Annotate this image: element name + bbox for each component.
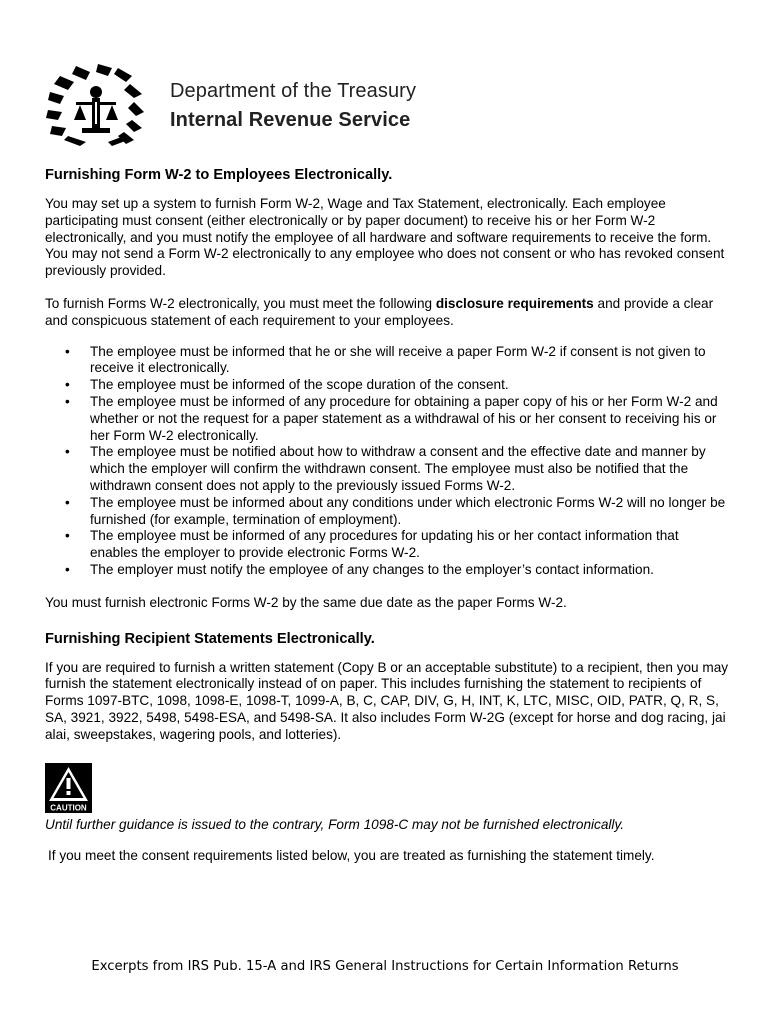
paragraph-w2-intro: You may set up a system to furnish Form W-2, Wage and Tax Statement, electronically. Each employee participating must consent (either electronically or by paper document) to receive his or her Form W-2 electronically, and you must notify the employee of all hardware and software requirements to receive the form. You may not send a Form W-2 electronically to any employee who does not consent or who has revoked consent previously provided.	[45, 196, 725, 279]
caution-note: Until further guidance is issued to the contrary, Form 1098-C may not be furnished electronically.	[45, 817, 625, 832]
irs-eagle-seal-icon	[46, 62, 146, 146]
list-item	[45, 444, 730, 494]
list-item	[45, 394, 730, 444]
list-item-text: The employee must be informed that he or she will receive a paper Form W-2 if consent is not given to receive it electronically.	[90, 343, 706, 376]
department-name: Department of the Treasury	[170, 80, 417, 102]
list-item-text: The employee must be informed of the scope duration of the consent.	[90, 377, 509, 393]
agency-name: Internal Revenue Service	[170, 109, 411, 131]
list-item	[45, 528, 730, 562]
paragraph-consent-timely: If you meet the consent requirements listed below, you are treated as furnishing the statement timely.	[48, 848, 655, 863]
list-item-text: The employee must be informed of any procedures for updating his or her contact information that enables the employer to provide electronic Forms W-2.	[90, 528, 679, 561]
list-item-text: The employee must be informed about any conditions under which electronic Forms W-2 will no longer be furnished (for example, termination of employment).	[90, 494, 726, 527]
paragraph-disclosure	[45, 296, 730, 330]
list-item-text: The employee must be notified about how to withdraw a consent and the effective date and manner by which the employer will confirm the withdrawn consent. The employee must also be notified that the withdrawn consent does not apply to the previously issued Forms W-2.	[90, 444, 706, 493]
list-item	[45, 562, 730, 579]
list-item-text: The employer must notify the employee of any changes to the employer’s contact information.	[90, 561, 654, 577]
bullet-icon: •	[65, 444, 70, 460]
caution-warning-icon	[45, 763, 92, 813]
paragraph-disclosure-start: To furnish Forms W-2 electronically, you must meet the following	[45, 295, 436, 311]
list-item	[45, 344, 730, 378]
bullet-icon: •	[65, 561, 70, 577]
bullet-icon: •	[65, 494, 70, 510]
bullet-icon: •	[65, 393, 70, 409]
paragraph-disclosure-end: and provide a clear and conspicuous statement of each requirement to your employees.	[45, 295, 714, 328]
disclosure-list	[45, 344, 730, 579]
section-title-recipient-statements: Furnishing Recipient Statements Electronically.	[45, 630, 375, 647]
section-title-w2: Furnishing Form W-2 to Employees Electronically.	[45, 167, 393, 183]
list-item	[45, 495, 730, 529]
bullet-icon: •	[65, 377, 70, 393]
bullet-icon: •	[65, 343, 70, 359]
caution-label: CAUTION	[50, 803, 87, 813]
paragraph-due-date: You must furnish electronic Forms W-2 by the same due date as the paper Forms W-2.	[45, 594, 567, 610]
page-footer: Excerpts from IRS Pub. 15-A and IRS General Instructions for Certain Information Returns	[91, 959, 679, 974]
letterhead	[46, 62, 466, 148]
list-item	[45, 377, 730, 394]
disclosure-requirements-bold: disclosure requirements	[435, 295, 594, 311]
main-content	[45, 166, 730, 744]
paragraph-recipient-statements: If you are required to furnish a written statement (Copy B or an acceptable substitute) to a recipient, then you may furnish the statement electronically instead of on paper. This includes furnishing the statement to recipients of Forms 1097-BTC, 1098, 1098-E, 1098-T, 1099-A, B, C, CAP, DIV, G, H, INT, K, LTC, MISC, OID, PATR, Q, R, S, SA, 3921, 3922, 5498, 5498-ESA, and 5498-SA. It also includes Form W-2G (except for horse and dog racing, jai alai, sweepstakes, wagering pools, and lotteries).	[45, 659, 729, 742]
list-item-text: The employee must be informed of any procedure for obtaining a paper copy of his or her Form W-2 and whether or not the request for a paper statement as a withdrawal of his or her consent to receiving his or her Form W-2 electronically.	[90, 393, 718, 443]
bullet-icon: •	[65, 528, 70, 544]
